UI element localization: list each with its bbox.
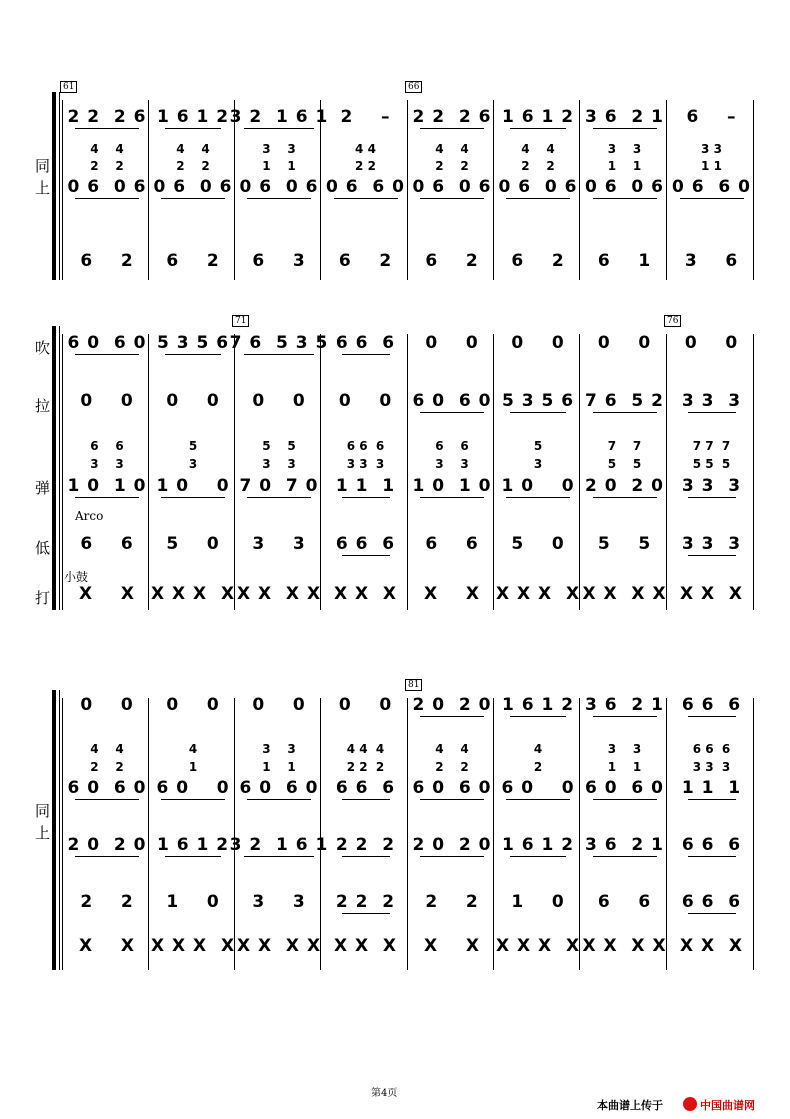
notation-cell: 3 2 1 6 1 xyxy=(229,107,329,127)
beam-line xyxy=(506,198,570,199)
barline xyxy=(753,100,754,280)
notation-cell: 6 6 6 xyxy=(335,778,396,798)
notation-cell: 5 0 xyxy=(166,534,220,554)
barline xyxy=(579,698,580,970)
beam-line xyxy=(75,856,139,857)
beam-line xyxy=(510,412,566,413)
notation-cell: 7 7 xyxy=(607,439,642,453)
beam-line xyxy=(161,198,225,199)
barline xyxy=(579,100,580,280)
beam-line xyxy=(342,913,390,914)
beam-line xyxy=(161,799,225,800)
beam-line xyxy=(75,354,139,355)
notation-cell: 6 6 6 xyxy=(692,742,731,756)
notation-cell: 6 6 xyxy=(80,534,134,554)
notation-cell: 0 0 xyxy=(166,695,220,715)
notation-cell: 0 0 xyxy=(338,695,393,715)
notation-cell: 2 xyxy=(533,760,543,774)
notation-cell: 2 2 2 xyxy=(335,835,396,855)
notation-cell: 2 2 2 6 xyxy=(67,107,147,127)
part-label: 打 xyxy=(35,589,51,607)
notation-cell: 2 0 2 0 xyxy=(585,476,664,496)
barline xyxy=(666,100,667,280)
page-number: 第4页 xyxy=(371,1088,398,1099)
notation-cell: 6 2 xyxy=(80,251,134,271)
notation-cell: 6 6 6 xyxy=(681,835,742,855)
beam-line xyxy=(247,198,311,199)
notation-cell: 6 6 6 xyxy=(681,892,742,912)
notation-cell: 6 6 xyxy=(90,439,124,453)
beam-line xyxy=(244,856,314,857)
beam-line xyxy=(75,497,139,498)
notation-cell: 2 2 xyxy=(425,892,479,912)
barline xyxy=(62,100,63,280)
notation-cell: 7 6 5 2 xyxy=(585,391,664,411)
notation-cell: 0 0 xyxy=(597,333,652,353)
notation-cell: 6 0 6 0 xyxy=(67,778,147,798)
notation-cell: 5 5 5 xyxy=(692,457,731,471)
notation-cell: 6 6 6 xyxy=(335,534,396,554)
notation-cell: 1 6 1 2 xyxy=(501,835,575,855)
notation-cell: 0 6 0 6 xyxy=(67,177,147,197)
notation-cell: 6 6 6 xyxy=(681,695,742,715)
notation-cell: 4 4 xyxy=(355,142,376,156)
notation-cell: 1 6 1 2 xyxy=(501,695,575,715)
barline xyxy=(234,698,235,970)
barline xyxy=(753,698,754,970)
notation-cell: 5 3 5 6 xyxy=(501,391,575,411)
notation-cell: 1 0 xyxy=(511,892,565,912)
notation-cell: X X xyxy=(424,936,480,956)
beam-line xyxy=(510,856,566,857)
notation-cell: 0 0 xyxy=(80,695,134,715)
barline xyxy=(666,334,667,610)
measure-number: 66 xyxy=(405,81,422,93)
barline xyxy=(320,334,321,610)
notation-cell: 0 6 0 6 xyxy=(239,177,319,197)
beam-line xyxy=(342,555,390,556)
notation-cell: 3 3 xyxy=(262,457,296,471)
beam-line xyxy=(75,198,139,199)
barline xyxy=(753,334,754,610)
notation-cell: 1 1 1 xyxy=(335,476,396,496)
beam-line xyxy=(593,497,657,498)
measure-number: 71 xyxy=(232,315,249,327)
beam-line xyxy=(420,716,484,717)
notation-cell: 3 6 2 1 xyxy=(585,107,664,127)
notation-cell: 6 3 xyxy=(252,251,306,271)
beam-line xyxy=(165,354,221,355)
notation-cell: 0 6 0 6 xyxy=(153,177,233,197)
notation-cell: 1 0 0 xyxy=(156,476,230,496)
notation-cell: X X X X xyxy=(236,936,322,956)
notation-cell: 2 2 2 xyxy=(346,760,385,774)
barline xyxy=(62,698,63,970)
notation-cell: 0 6 6 0 xyxy=(326,177,405,197)
notation-cell: 2 0 2 0 xyxy=(412,695,492,715)
notation-cell: 6 6 xyxy=(425,534,479,554)
beam-line xyxy=(420,412,484,413)
notation-cell: 2 0 2 0 xyxy=(412,835,492,855)
notation-cell: 6 6 xyxy=(597,892,652,912)
notation-cell: 3 3 xyxy=(252,534,306,554)
notation-cell: 1 0 0 xyxy=(501,476,575,496)
notation-cell: 1 1 xyxy=(262,159,296,173)
beam-line xyxy=(342,497,390,498)
notation-cell: 4 4 xyxy=(435,742,469,756)
system-bracket-line xyxy=(59,92,60,280)
notation-cell: 1 6 1 2 xyxy=(156,835,230,855)
notation-cell: 0 6 0 6 xyxy=(412,177,492,197)
notation-cell: X X xyxy=(79,936,135,956)
notation-cell: 6 0 0 xyxy=(501,778,575,798)
barline xyxy=(234,334,235,610)
notation-cell: 3 3 xyxy=(252,892,306,912)
notation-cell: X X X X xyxy=(495,584,581,604)
beam-line xyxy=(165,856,221,857)
notation-cell: 0 0 xyxy=(511,333,565,353)
notation-cell: 1 6 1 2 xyxy=(501,107,575,127)
notation-cell: 6 2 xyxy=(425,251,479,271)
notation-cell: 5 3 5 6 xyxy=(156,333,230,353)
beam-line xyxy=(593,412,657,413)
beam-line xyxy=(342,856,390,857)
notation-cell: X X X X xyxy=(236,584,322,604)
part-label-same: 同 上 xyxy=(35,802,51,842)
notation-cell: X X X X xyxy=(582,936,667,956)
barline xyxy=(148,334,149,610)
notation-cell: 5 5 xyxy=(597,534,652,554)
notation-cell: X X X xyxy=(679,936,744,956)
notation-cell: 3 3 3 xyxy=(681,534,742,554)
beam-line xyxy=(593,799,657,800)
part-label: 弹 xyxy=(35,479,51,497)
barline xyxy=(493,100,494,280)
beam-line xyxy=(593,128,657,129)
notation-cell: 2 – xyxy=(340,107,391,127)
notation-cell: X X X X xyxy=(150,584,236,604)
beam-line xyxy=(510,128,566,129)
notation-cell: 2 2 xyxy=(90,760,124,774)
notation-cell: 6 0 6 0 xyxy=(412,391,492,411)
notation-cell: 3 3 xyxy=(435,457,469,471)
part-label-same: 同 上 xyxy=(35,157,51,197)
beam-line xyxy=(593,856,657,857)
notation-cell: 4 4 xyxy=(90,142,124,156)
notation-cell: 6 6 6 xyxy=(335,333,396,353)
beam-line xyxy=(420,497,484,498)
notation-cell: 6 2 xyxy=(511,251,565,271)
part-label: 吹 xyxy=(35,339,51,357)
beam-line xyxy=(75,128,139,129)
beam-line xyxy=(420,856,484,857)
notation-cell: 7 6 5 3 5 xyxy=(229,333,329,353)
barline xyxy=(320,698,321,970)
notation-cell: 0 0 xyxy=(338,391,393,411)
beam-line xyxy=(420,128,484,129)
notation-cell: 6 1 xyxy=(597,251,652,271)
system-bracket xyxy=(52,92,56,280)
notation-cell: 3 xyxy=(533,457,543,471)
notation-cell: 1 1 xyxy=(607,159,642,173)
notation-cell: 1 1 xyxy=(262,760,296,774)
notation-cell: 2 2 xyxy=(521,159,555,173)
beam-line xyxy=(593,198,657,199)
upload-notice: 本曲谱上传于 xyxy=(597,1099,663,1112)
notation-cell: 5 5 xyxy=(262,439,296,453)
system-bracket xyxy=(52,690,56,970)
notation-cell: 5 0 xyxy=(511,534,565,554)
notation-cell: 1 1 xyxy=(607,760,642,774)
notation-cell: 3 3 xyxy=(90,457,124,471)
beam-line xyxy=(244,128,314,129)
notation-cell: 6 2 xyxy=(338,251,393,271)
notation-cell: 2 2 xyxy=(435,159,469,173)
beam-line xyxy=(244,354,314,355)
notation-cell: 5 xyxy=(533,439,543,453)
notation-cell: 6 6 xyxy=(435,439,469,453)
notation-cell: 0 6 6 0 xyxy=(672,177,751,197)
notation-cell: 4 4 xyxy=(435,142,469,156)
beam-line xyxy=(161,497,225,498)
beam-line xyxy=(688,799,736,800)
notation-cell: 7 0 7 0 xyxy=(239,476,319,496)
notation-cell: 2 2 2 6 xyxy=(412,107,492,127)
notation-cell: 3 3 3 xyxy=(346,457,385,471)
barline xyxy=(493,334,494,610)
notation-cell: 0 0 xyxy=(425,333,479,353)
barline xyxy=(148,698,149,970)
barline xyxy=(579,334,580,610)
notation-cell: 6 0 6 0 xyxy=(67,333,147,353)
system-bracket-line xyxy=(59,326,60,610)
barline xyxy=(320,100,321,280)
measure-number: 76 xyxy=(664,315,681,327)
notation-cell: 6 0 6 0 xyxy=(412,778,492,798)
beam-line xyxy=(342,799,390,800)
notation-cell: 6 6 6 xyxy=(346,439,385,453)
notation-cell: 3 3 xyxy=(262,142,296,156)
site-name: 中国曲谱网 xyxy=(700,1099,755,1112)
notation-cell: 3 6 2 1 xyxy=(585,695,664,715)
notation-cell: 3 3 3 xyxy=(681,391,742,411)
notation-cell: X X X X xyxy=(150,936,236,956)
beam-line xyxy=(688,555,736,556)
notation-cell: 2 2 xyxy=(435,760,469,774)
beam-line xyxy=(247,497,311,498)
notation-cell: X X X xyxy=(333,936,398,956)
notation-cell: 1 0 1 0 xyxy=(412,476,492,496)
beam-line xyxy=(506,799,570,800)
notation-cell: 4 4 4 xyxy=(346,742,385,756)
barline xyxy=(493,698,494,970)
arco-annotation: Arco xyxy=(75,509,104,523)
notation-cell: 4 xyxy=(533,742,543,756)
notation-cell: 2 0 2 0 xyxy=(67,835,147,855)
beam-line xyxy=(680,198,744,199)
measure-number: 61 xyxy=(60,81,77,93)
notation-cell: 2 2 xyxy=(90,159,124,173)
notation-cell: 3 3 xyxy=(607,142,642,156)
snare-drum-annotation: 小鼓 xyxy=(64,570,89,584)
barline xyxy=(407,334,408,610)
notation-cell: 6 0 6 0 xyxy=(239,778,319,798)
beam-line xyxy=(593,716,657,717)
notation-cell: X X X X xyxy=(582,584,667,604)
part-label: 拉 xyxy=(35,397,51,415)
notation-cell: 4 4 xyxy=(176,142,210,156)
beam-line xyxy=(688,412,736,413)
notation-cell: 6 – xyxy=(686,107,737,127)
beam-line xyxy=(75,799,139,800)
notation-cell: 2 2 xyxy=(80,892,134,912)
system-bracket xyxy=(52,326,56,610)
part-label: 低 xyxy=(35,539,51,557)
notation-cell: 0 0 xyxy=(252,695,306,715)
notation-cell: 4 xyxy=(188,742,198,756)
notation-cell: 0 0 xyxy=(684,333,739,353)
notation-cell: X X X xyxy=(679,584,744,604)
beam-line xyxy=(688,497,736,498)
notation-cell: 1 6 1 2 xyxy=(156,107,230,127)
barline xyxy=(62,334,63,610)
barline xyxy=(407,100,408,280)
beam-line xyxy=(688,913,736,914)
notation-cell: 0 0 xyxy=(252,391,306,411)
system-bracket-line xyxy=(59,690,60,970)
notation-cell: 4 4 xyxy=(521,142,555,156)
notation-cell: 1 xyxy=(188,760,198,774)
beam-line xyxy=(342,354,390,355)
beam-line xyxy=(510,716,566,717)
notation-cell: 5 xyxy=(188,439,198,453)
beam-line xyxy=(506,497,570,498)
notation-cell: 6 0 6 0 xyxy=(585,778,664,798)
notation-cell: 1 0 1 0 xyxy=(67,476,147,496)
notation-cell: 6 0 0 xyxy=(156,778,230,798)
notation-cell: 0 6 0 6 xyxy=(585,177,664,197)
beam-line xyxy=(334,198,398,199)
notation-cell: 3 6 2 1 xyxy=(585,835,664,855)
notation-cell: X X X xyxy=(333,584,398,604)
notation-cell: 0 6 0 6 xyxy=(498,177,578,197)
notation-cell: X X xyxy=(424,584,480,604)
notation-cell: X X xyxy=(79,584,135,604)
notation-cell: 6 2 xyxy=(166,251,220,271)
notation-cell: 5 5 xyxy=(607,457,642,471)
notation-cell: X X X X xyxy=(495,936,581,956)
notation-cell: 0 0 xyxy=(166,391,220,411)
notation-cell: 1 1 1 xyxy=(681,778,742,798)
notation-cell: 2 2 2 xyxy=(335,892,396,912)
barline xyxy=(666,698,667,970)
notation-cell: 4 4 xyxy=(90,742,124,756)
notation-cell: 3 6 xyxy=(684,251,739,271)
notation-cell: 2 2 xyxy=(176,159,210,173)
beam-line xyxy=(688,716,736,717)
beam-line xyxy=(420,799,484,800)
notation-cell: 3 xyxy=(188,457,198,471)
site-logo-icon xyxy=(683,1097,697,1111)
notation-cell: 3 2 1 6 1 xyxy=(229,835,329,855)
beam-line xyxy=(688,856,736,857)
barline xyxy=(148,100,149,280)
measure-number: 81 xyxy=(405,679,422,691)
barline xyxy=(407,698,408,970)
notation-cell: 0 0 xyxy=(80,391,134,411)
notation-cell: 3 3 3 xyxy=(681,476,742,496)
beam-line xyxy=(247,799,311,800)
notation-cell: 7 7 7 xyxy=(692,439,731,453)
barline xyxy=(234,100,235,280)
notation-cell: 3 3 xyxy=(262,742,296,756)
notation-cell: 3 3 xyxy=(607,742,642,756)
notation-cell: 1 0 xyxy=(166,892,220,912)
notation-cell: 3 3 xyxy=(701,142,722,156)
beam-line xyxy=(165,128,221,129)
notation-cell: 1 1 xyxy=(701,159,722,173)
notation-cell: 2 2 xyxy=(355,159,376,173)
notation-cell: 3 3 3 xyxy=(692,760,731,774)
beam-line xyxy=(420,198,484,199)
